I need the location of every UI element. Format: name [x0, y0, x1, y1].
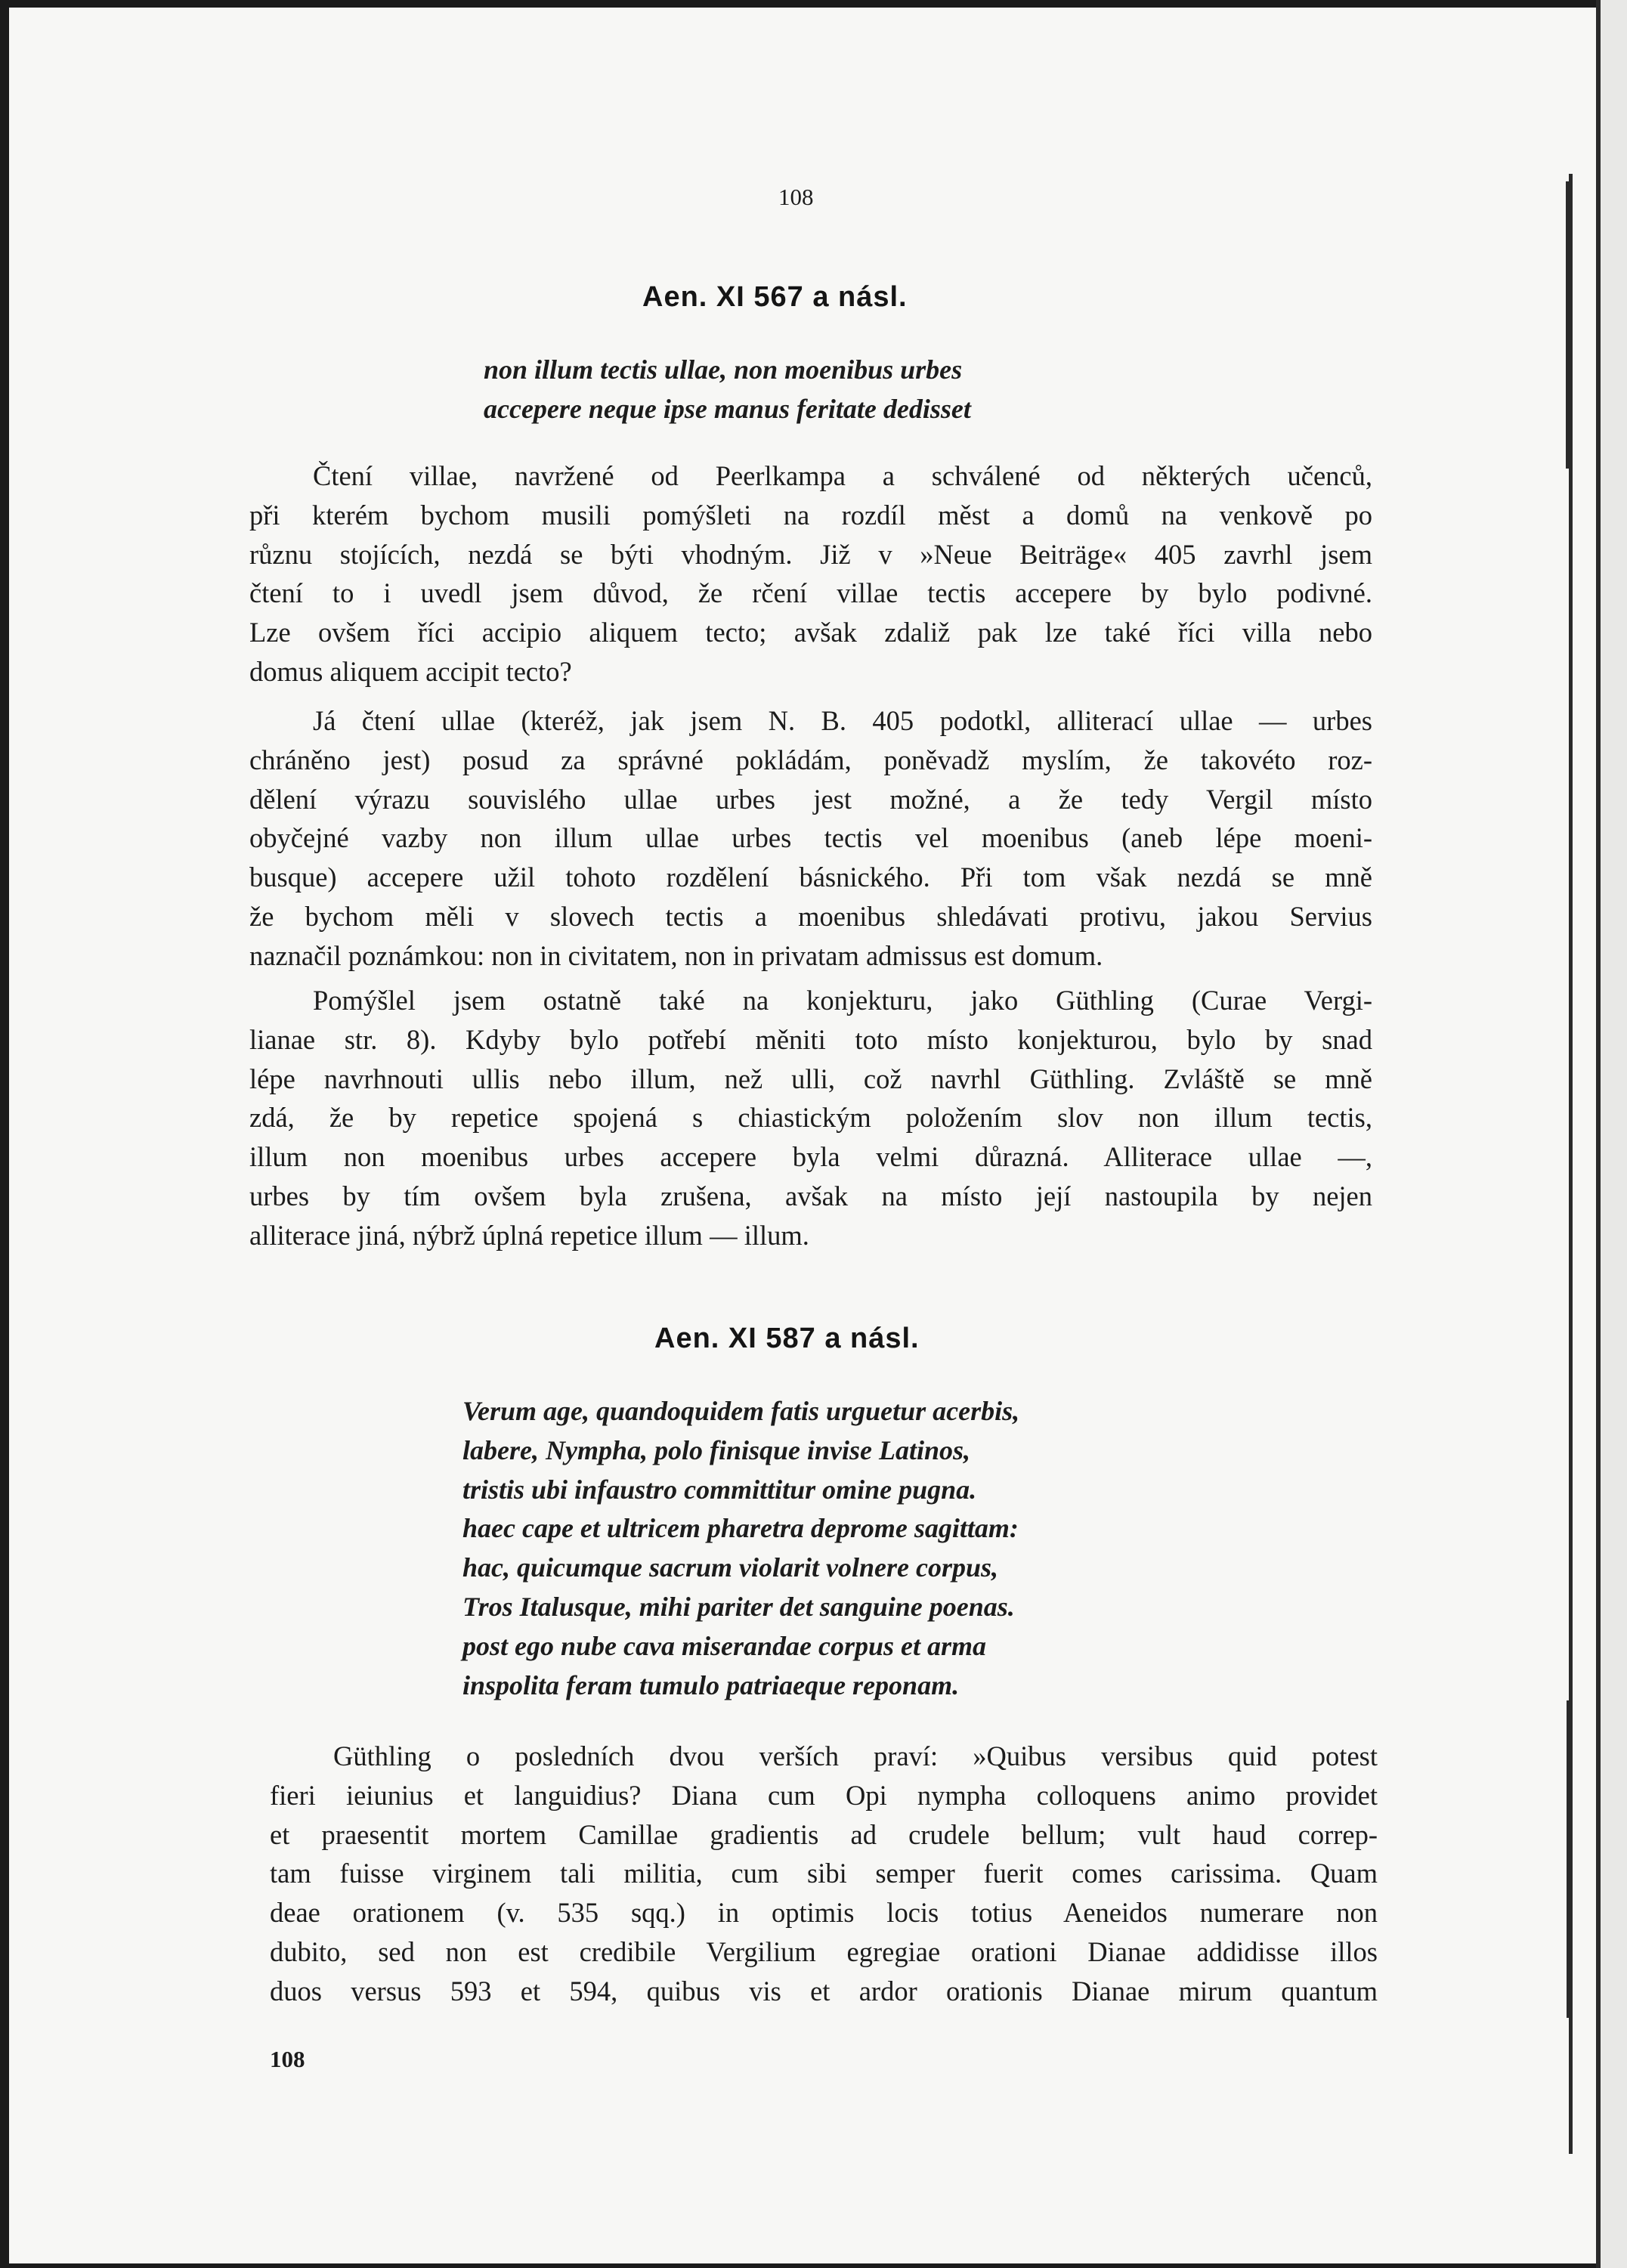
- text-line: Pomýšlel jsem ostatně také na konjekturu, jako Güthling (Curae Vergi-: [313, 985, 1372, 1016]
- text-line: dubito, sed non est credibile Vergilium egregiae orationi Dianae addidisse illos: [270, 1935, 1378, 1967]
- paragraph-2: [249, 701, 1372, 976]
- verse-line: labere, Nympha, polo finisque invise Latinos,: [462, 1434, 971, 1465]
- text-line: Čtení villae, navržené od Peerlkampa a schválené od některých učenců,: [313, 460, 1372, 491]
- verse-block-1: [484, 351, 1103, 429]
- section-heading-2: Aen. XI 587 a násl.: [654, 1323, 920, 1354]
- text-line: při kterém bychom musili pomýšleti na rozdíl měst a domů na venkově po: [249, 499, 1372, 531]
- text-line: busque) accepere užil tohoto rozdělení básnického. Při tom však nezdá se mně: [249, 862, 1372, 893]
- paragraph-1: [249, 456, 1372, 692]
- text-line: tam fuisse virginem tali militia, cum sibi semper fuerit comes carissima. Quam: [270, 1858, 1378, 1889]
- text-line: duos versus 593 et 594, quibus vis et ardor orationis Dianae mirum quantum: [270, 1975, 1378, 2007]
- text-line: obyčejné vazby non illum ullae urbes tectis vel moenibus (aneb lépe moeni-: [249, 822, 1372, 854]
- text-line: et praesentit mortem Camillae gradientis ad crudele bellum; vult haud correp-: [270, 1818, 1378, 1850]
- text-line: deae orationem (v. 535 sqq.) in optimis locis totius Aeneidos numerare non: [270, 1897, 1378, 1929]
- verse-line: tristis ubi infaustro committitur omine pugna.: [462, 1474, 977, 1505]
- text-line: naznačil poznámkou: non in civitatem, non in privatam admissus est domum.: [249, 939, 1103, 971]
- verse-line: post ego nube cava miserandae corpus et arma: [462, 1630, 986, 1661]
- next-page-strip: [1596, 0, 1627, 2268]
- text-line: lépe navrhnouti ullis nebo illum, než ulli, což navrhl Güthling. Zvláště se mně: [249, 1063, 1372, 1094]
- paragraph-4: [270, 1737, 1378, 2011]
- text-line: Lze ovšem říci accipio aliquem tecto; avšak zdaliž pak lze také říci villa nebo: [249, 617, 1372, 648]
- text-line: alliterace jiná, nýbrž úplná repetice illum — illum.: [249, 1219, 809, 1251]
- text-line: dělení výrazu souvislého ullae urbes jest možné, a že tedy Vergil místo: [249, 783, 1372, 815]
- text-line: lianae str. 8). Kdyby bylo potřebí měniti toto místo konjekturou, bylo by snad: [249, 1023, 1372, 1055]
- text-line: chráněno jest) posud za správné pokládám, poněvadž myslím, že takovéto roz-: [249, 744, 1372, 775]
- text-line: různu stojících, nezdá se býti vhodným. Již v »Neue Beiträge« 405 zavrhl jsem: [249, 538, 1372, 570]
- text-line: domus aliquem accipit tecto?: [249, 655, 572, 687]
- verse-line: Tros Italusque, mihi pariter det sanguine poenas.: [462, 1591, 1015, 1622]
- page-edge-shadow-upper: [1566, 181, 1572, 469]
- text-line: čtení to i uvedl jsem důvod, že rčení villae tectis accepere by bylo podivné.: [249, 577, 1372, 609]
- paragraph-3: [249, 981, 1372, 1255]
- verse-line: Verum age, quandoquidem fatis urguetur acerbis,: [462, 1396, 1020, 1426]
- page-number-bottom: 108: [270, 2046, 305, 2072]
- text-line: fieri ieiunius et languidius? Diana cum Opi nympha colloquens animo providet: [270, 1779, 1378, 1811]
- verse-line: non illum tectis ullae, non moenibus urbes: [484, 354, 963, 385]
- verse-line: haec cape et ultricem pharetra deprome sagittam:: [462, 1513, 1019, 1544]
- verse-line: inspolita feram tumulo patriaeque reponam.: [462, 1669, 960, 1700]
- text-line: Güthling o posledních dvou verších praví: »Quibus versibus quid potest: [333, 1740, 1378, 1771]
- page-number-top: 108: [778, 184, 814, 210]
- page-edge-shadow-lower: [1567, 1700, 1573, 2018]
- verse-block-2: [462, 1392, 1218, 1705]
- text-line: Já čtení ullae (kteréž, jak jsem N. B. 405 podotkl, alliterací ullae — urbes: [313, 705, 1372, 736]
- text-line: illum non moenibus urbes accepere byla velmi důrazná. Alliterace ullae —,: [249, 1141, 1372, 1173]
- verse-line: accepere neque ipse manus feritate dedisset: [484, 393, 971, 424]
- text-line: urbes by tím ovšem byla zrušena, avšak na místo její nastoupila by nejen: [249, 1180, 1372, 1211]
- text-line: že bychom měli v slovech tectis a moenibus shledávati protivu, jakou Servius: [249, 900, 1372, 932]
- text-line: zdá, že by repetice spojená s chiastickým položením slov non illum tectis,: [249, 1102, 1372, 1134]
- verse-line: hac, quicumque sacrum violarit volnere corpus,: [462, 1552, 999, 1583]
- section-heading-1: Aen. XI 567 a násl.: [642, 281, 908, 313]
